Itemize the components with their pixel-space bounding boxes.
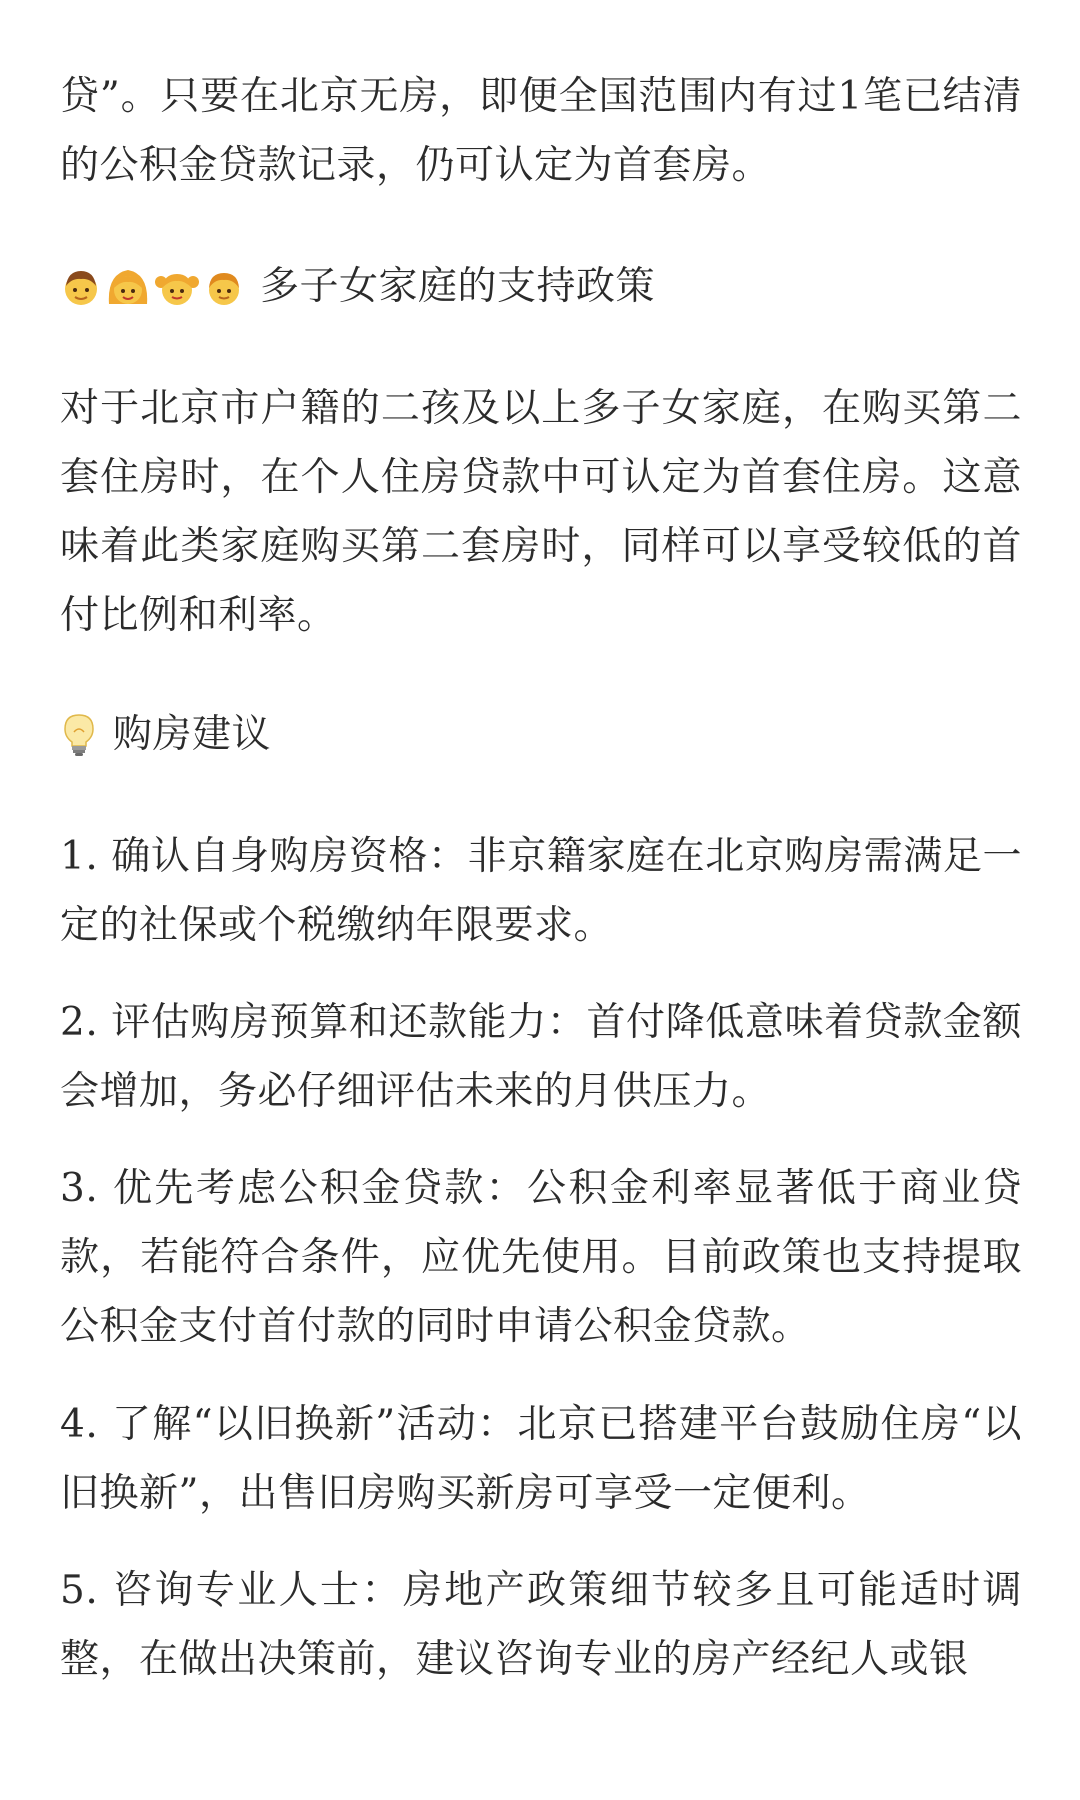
section-title-advice: 购房建议: [113, 712, 272, 757]
advice-list-item: 1. 确认自身购房资格：非京籍家庭在北京购房需满足一定的社保或个税缴纳年限要求。: [60, 834, 1022, 948]
boy-emoji-icon: [203, 266, 245, 308]
advice-list-item: 3. 优先考虑公积金贷款：公积金利率显著低于商业贷款，若能符合条件，应优先使用。目前政策也支持提取公积金支付首付款的同时申请公积金贷款。: [60, 1166, 1022, 1349]
advice-list-item: 2. 评估购房预算和还款能力：首付降低意味着贷款金额会增加，务必仔细评估未来的月供压力。: [60, 1000, 1022, 1114]
girl-emoji-icon: [154, 266, 200, 308]
light-bulb-icon-wrapper: [60, 712, 101, 758]
advice-list-item: 4. 了解“以旧换新”活动：北京已搭建平台鼓励住房“以旧换新”，出售旧房购买新房可享受一定便利。: [60, 1402, 1022, 1516]
section-heading-multichild: [60, 252, 1022, 321]
woman-emoji-icon: [105, 266, 151, 308]
section-title-multichild: 多子女家庭的支持政策: [260, 264, 656, 309]
man-emoji-icon: [60, 266, 102, 308]
section-heading-advice: [60, 700, 1022, 769]
intro-paragraph-continued: 贷”。只要在北京无房，即便全国范围内有过1笔已结清的公积金贷款记录，仍可认定为首套房。: [60, 74, 1022, 188]
family-emoji-group: [60, 266, 248, 308]
advice-list-item: 5. 咨询专业人士：房地产政策细节较多且可能适时调整，在做出决策前，建议咨询专业的房产经纪人或银: [60, 1568, 1022, 1682]
multichild-paragraph: 对于北京市户籍的二孩及以上多子女家庭，在购买第二套住房时，在个人住房贷款中可认定为首套住房。这意味着此类家庭购买第二套房时，同样可以享受较低的首付比例和利率。: [60, 386, 1022, 638]
light-bulb-icon: [60, 712, 98, 758]
